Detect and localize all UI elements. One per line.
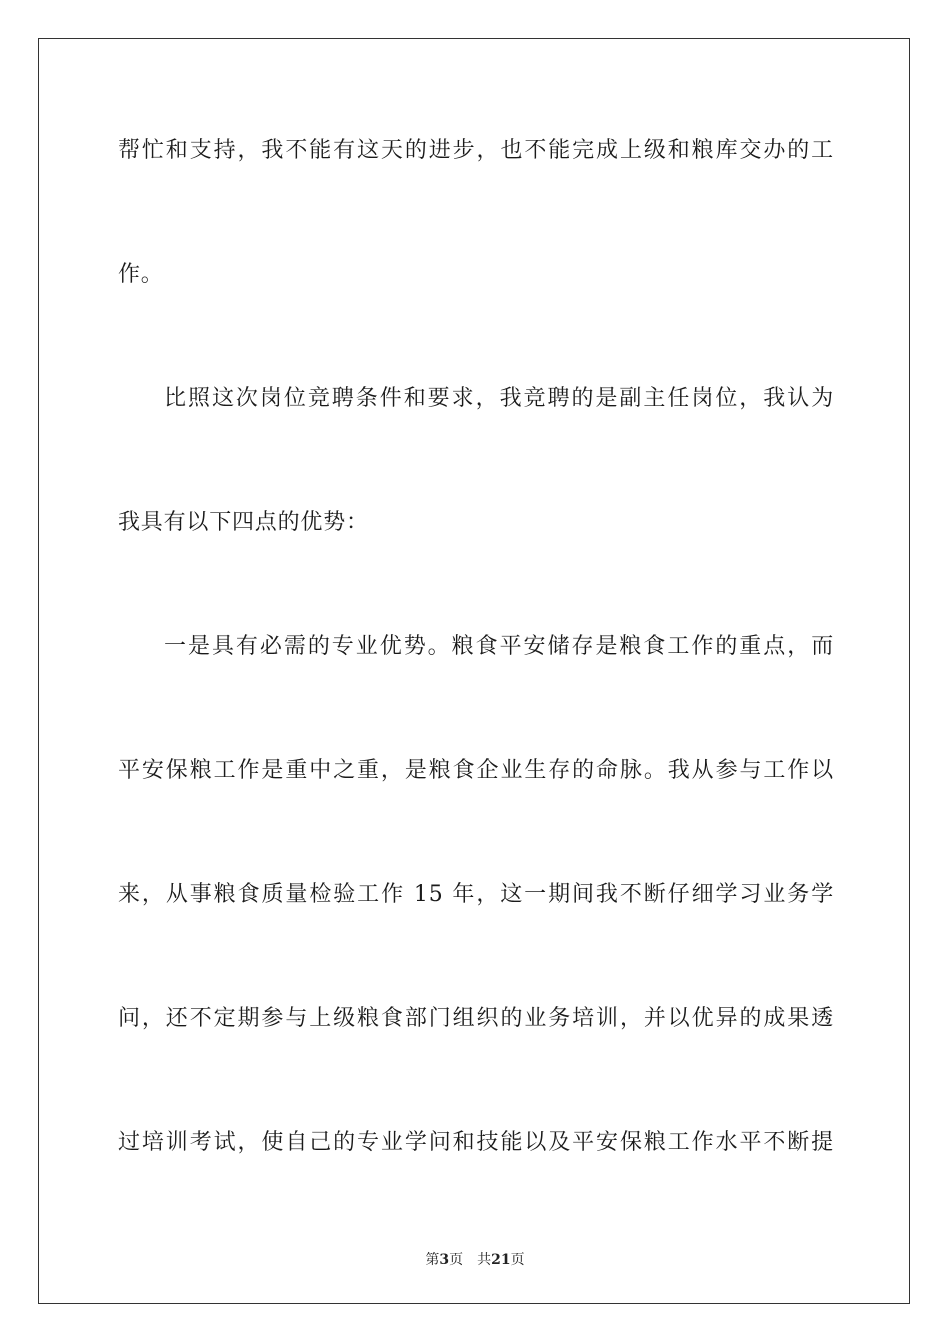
- body-line-2: 作。: [118, 262, 164, 287]
- page-footer: [0, 1249, 950, 1269]
- page-prefix: 第: [425, 1252, 440, 1268]
- page-border: [38, 38, 910, 1304]
- body-line-6: 平安保粮工作是重中之重，是粮食企业生存的命脉。我从参与工作以: [118, 758, 834, 783]
- body-line-9: 过培训考试，使自己的专业学问和技能以及平安保粮工作水平不断提: [118, 1130, 834, 1155]
- body-line-4: 我具有以下四点的优势：: [118, 510, 369, 535]
- page-number: 3: [439, 1252, 450, 1268]
- total-suffix: 页: [510, 1252, 525, 1268]
- body-line-1: 帮忙和支持，我不能有这天的进步，也不能完成上级和粮库交办的工: [118, 138, 834, 163]
- body-line-8: 问，还不定期参与上级粮食部门组织的业务培训，并以优异的成果透: [118, 1006, 834, 1031]
- body-line-7: 来，从事粮食质量检验工作 15 年，这一期间我不断仔细学习业务学: [118, 882, 834, 907]
- body-line-3: 比照这次岗位竞聘条件和要求，我竞聘的是副主任岗位，我认为: [164, 386, 834, 411]
- total-prefix: 共: [477, 1252, 492, 1268]
- total-pages: 21: [491, 1252, 511, 1268]
- body-line-5: 一是具有必需的专业优势。粮食平安储存是粮食工作的重点，而: [164, 634, 834, 659]
- page-suffix: 页: [449, 1252, 464, 1268]
